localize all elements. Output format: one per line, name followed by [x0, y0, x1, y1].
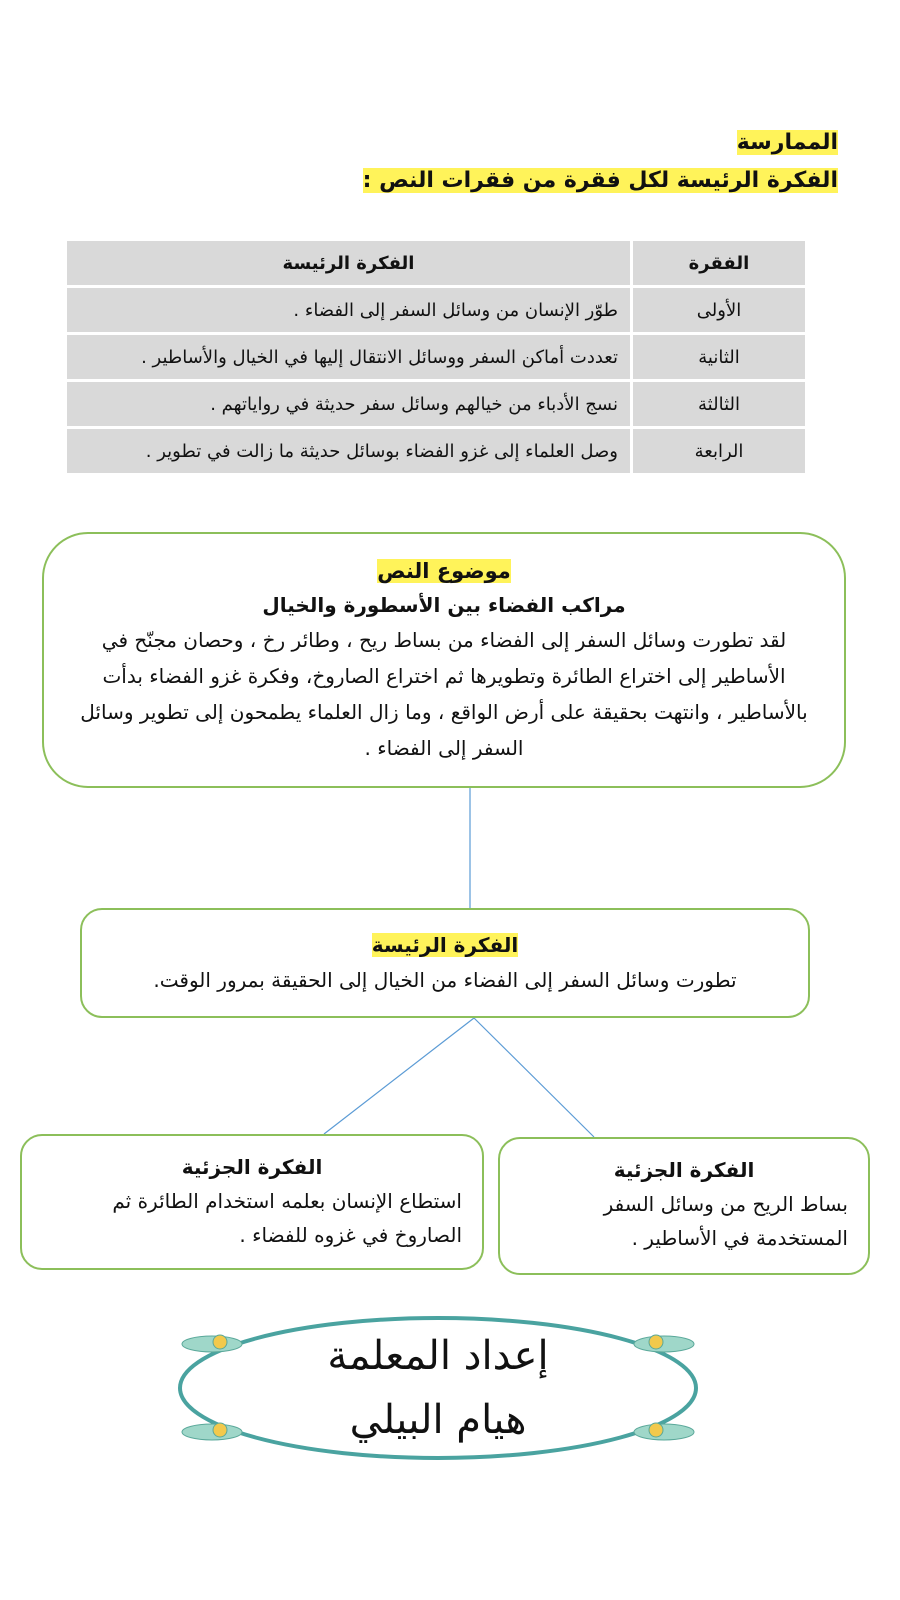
topic-subtitle: مراكب الفضاء بين الأسطورة والخيال [262, 593, 626, 617]
topic-body: لقد تطورت وسائل السفر إلى الفضاء من بساط ريح ، وطائر رخ ، وحصان مجنّح في الأساطير إلى اختراع الطائرة وتطويرها ثم اختراع الصاروخ، وفكرة غزو الفضاء بدأت بالأساطير ، وانتهت بحقيقة على أرض الواقع ، وما زال العلماء يطمحون إلى تطوير وسائل السفر إلى الفضاء . [80, 628, 808, 760]
main-to-left-sub-line [324, 1018, 474, 1134]
cell-idea: نسج الأدباء من خيالهم وسائل سفر حديثة في رواياتهم . [66, 381, 632, 428]
sub-idea-box-right [498, 1137, 870, 1275]
header-main-idea: الفكرة الرئيسة [66, 240, 632, 287]
instruction-text: الفكرة الرئيسة لكل فقرة من فقرات النص : [362, 168, 838, 193]
paragraph-ideas-table [64, 238, 808, 476]
sub-idea-box-left [20, 1134, 484, 1270]
table-row [66, 381, 807, 428]
main-idea-body: تطورت وسائل السفر إلى الفضاء من الخيال إلى الحقيقة بمرور الوقت. [153, 968, 737, 992]
cell-paragraph: الثانية [632, 334, 807, 381]
sub-idea-body: استطاع الإنسان بعلمه استخدام الطائرة ثم الصاروخ في غزوه للفضاء . [112, 1189, 462, 1247]
cell-paragraph: الأولى [632, 287, 807, 334]
main-idea-title: الفكرة الرئيسة [371, 933, 519, 957]
cell-idea: طوّر الإنسان من وسائل السفر إلى الفضاء . [66, 287, 632, 334]
topic-title: موضوع النص [377, 559, 511, 583]
heading-block [363, 124, 838, 200]
sub-idea-title: الفكرة الجزئية [613, 1158, 755, 1182]
sub-idea-body: بساط الريح من وسائل السفر المستخدمة في الأساطير . [603, 1192, 848, 1250]
cell-idea: وصل العلماء إلى غزو الفضاء بوسائل حديثة ما زالت في تطوير . [66, 428, 632, 475]
table-row [66, 287, 807, 334]
credit-line-2: هيام البيلي [349, 1397, 527, 1443]
cell-paragraph: الرابعة [632, 428, 807, 475]
main-to-right-sub-line [474, 1018, 594, 1137]
section-title: الممارسة [736, 130, 838, 155]
main-idea-box [80, 908, 810, 1018]
header-paragraph: الفقرة [632, 240, 807, 287]
cell-idea: تعددت أماكن السفر ووسائل الانتقال إليها في الخيال والأساطير . [66, 334, 632, 381]
credit-line-1: إعداد المعلمة [327, 1333, 549, 1379]
topic-box [42, 532, 846, 788]
credit-frame [168, 1310, 708, 1470]
cell-paragraph: الثالثة [632, 381, 807, 428]
table-row [66, 428, 807, 475]
table-header-row [66, 240, 807, 287]
table-row [66, 334, 807, 381]
sub-idea-title: الفكرة الجزئية [181, 1155, 323, 1179]
